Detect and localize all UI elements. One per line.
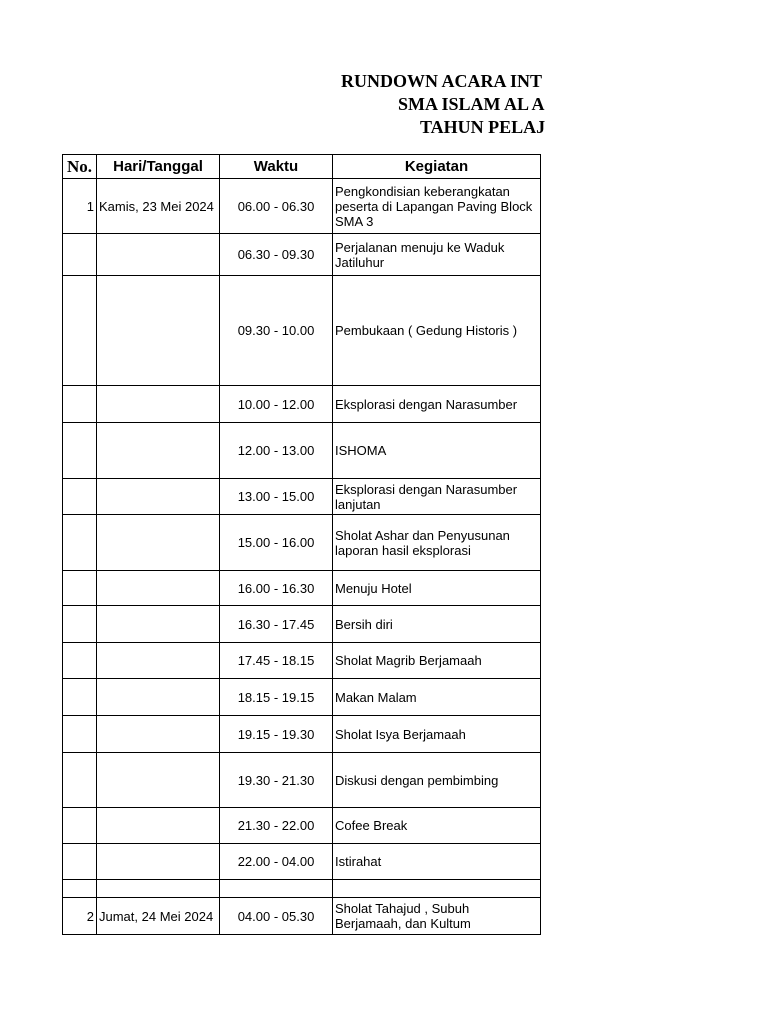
cell-waktu: 15.00 - 16.00 xyxy=(220,515,333,571)
cell-hari-tanggal xyxy=(97,423,220,479)
cell-hari-tanggal xyxy=(97,753,220,808)
cell-hari-tanggal xyxy=(97,606,220,643)
header-kegiatan: Kegiatan xyxy=(333,155,541,179)
cell-no xyxy=(63,880,97,898)
cell-hari-tanggal xyxy=(97,679,220,716)
cell-hari-tanggal xyxy=(97,880,220,898)
cell-kegiatan: Menuju Hotel xyxy=(333,571,541,606)
table-row xyxy=(63,753,541,808)
cell-hari-tanggal xyxy=(97,844,220,880)
cell-hari-tanggal xyxy=(97,808,220,844)
cell-hari-tanggal xyxy=(97,276,220,386)
table-row xyxy=(63,898,541,935)
cell-no xyxy=(63,571,97,606)
table-row xyxy=(63,643,541,679)
cell-kegiatan: Sholat Isya Berjamaah xyxy=(333,716,541,753)
rundown-table xyxy=(62,154,541,935)
header-no: No. xyxy=(63,155,97,179)
cell-hari-tanggal xyxy=(97,643,220,679)
cell-waktu: 18.15 - 19.15 xyxy=(220,679,333,716)
table-row xyxy=(63,423,541,479)
header-hari-tanggal: Hari/Tanggal xyxy=(97,155,220,179)
cell-waktu: 22.00 - 04.00 xyxy=(220,844,333,880)
cell-waktu: 10.00 - 12.00 xyxy=(220,386,333,423)
cell-no: 1 xyxy=(63,179,97,234)
table-row xyxy=(63,606,541,643)
cell-waktu: 06.30 - 09.30 xyxy=(220,234,333,276)
cell-waktu: 13.00 - 15.00 xyxy=(220,479,333,515)
document-title-block xyxy=(0,0,768,150)
cell-no xyxy=(63,276,97,386)
cell-no xyxy=(63,515,97,571)
cell-kegiatan xyxy=(333,880,541,898)
cell-kegiatan: Perjalanan menuju ke Waduk Jatiluhur xyxy=(333,234,541,276)
cell-waktu: 12.00 - 13.00 xyxy=(220,423,333,479)
table-row xyxy=(63,515,541,571)
cell-waktu: 19.30 - 21.30 xyxy=(220,753,333,808)
cell-waktu: 21.30 - 22.00 xyxy=(220,808,333,844)
cell-kegiatan: Sholat Ashar dan Penyusunan laporan hasil eksplorasi xyxy=(333,515,541,571)
cell-waktu: 19.15 - 19.30 xyxy=(220,716,333,753)
table-body xyxy=(63,179,541,935)
title-line-1: RUNDOWN ACARA INT xyxy=(341,71,543,91)
table-row xyxy=(63,234,541,276)
cell-waktu: 16.30 - 17.45 xyxy=(220,606,333,643)
cell-kegiatan: Eksplorasi dengan Narasumber lanjutan xyxy=(333,479,541,515)
cell-hari-tanggal xyxy=(97,515,220,571)
cell-waktu: 06.00 - 06.30 xyxy=(220,179,333,234)
table-header-row xyxy=(63,155,541,179)
table-row xyxy=(63,844,541,880)
cell-kegiatan: Eksplorasi dengan Narasumber xyxy=(333,386,541,423)
cell-no xyxy=(63,808,97,844)
title-line-3: TAHUN PELAJ xyxy=(420,117,546,137)
cell-hari-tanggal xyxy=(97,234,220,276)
cell-kegiatan: Pembukaan ( Gedung Historis ) xyxy=(333,276,541,386)
cell-kegiatan: Diskusi dengan pembimbing xyxy=(333,753,541,808)
table-row xyxy=(63,716,541,753)
header-waktu: Waktu xyxy=(220,155,333,179)
cell-hari-tanggal xyxy=(97,479,220,515)
cell-waktu: 17.45 - 18.15 xyxy=(220,643,333,679)
cell-hari-tanggal xyxy=(97,386,220,423)
cell-no xyxy=(63,753,97,808)
table-row xyxy=(63,276,541,386)
cell-kegiatan: Bersih diri xyxy=(333,606,541,643)
table-row xyxy=(63,808,541,844)
cell-hari-tanggal xyxy=(97,571,220,606)
table-row xyxy=(63,479,541,515)
cell-kegiatan: Sholat Magrib Berjamaah xyxy=(333,643,541,679)
cell-no xyxy=(63,386,97,423)
cell-waktu xyxy=(220,880,333,898)
cell-no xyxy=(63,234,97,276)
cell-no xyxy=(63,679,97,716)
cell-kegiatan: Cofee Break xyxy=(333,808,541,844)
cell-waktu: 09.30 - 10.00 xyxy=(220,276,333,386)
cell-kegiatan: Makan Malam xyxy=(333,679,541,716)
table-row xyxy=(63,179,541,234)
cell-no xyxy=(63,844,97,880)
cell-no xyxy=(63,716,97,753)
cell-no xyxy=(63,606,97,643)
cell-kegiatan: ISHOMA xyxy=(333,423,541,479)
table-row xyxy=(63,880,541,898)
cell-waktu: 04.00 - 05.30 xyxy=(220,898,333,935)
table-row xyxy=(63,386,541,423)
table-row xyxy=(63,679,541,716)
cell-no: 2 xyxy=(63,898,97,935)
cell-hari-tanggal xyxy=(97,716,220,753)
title-line-2: SMA ISLAM AL A xyxy=(398,94,545,114)
cell-kegiatan: Pengkondisian keberangkatan peserta di Lapangan Paving Block SMA 3 xyxy=(333,179,541,234)
cell-no xyxy=(63,423,97,479)
cell-no xyxy=(63,643,97,679)
cell-waktu: 16.00 - 16.30 xyxy=(220,571,333,606)
cell-hari-tanggal: Kamis, 23 Mei 2024 xyxy=(97,179,220,234)
cell-hari-tanggal: Jumat, 24 Mei 2024 xyxy=(97,898,220,935)
cell-kegiatan: Sholat Tahajud , Subuh Berjamaah, dan Kultum xyxy=(333,898,541,935)
cell-kegiatan: Istirahat xyxy=(333,844,541,880)
table-row xyxy=(63,571,541,606)
cell-no xyxy=(63,479,97,515)
